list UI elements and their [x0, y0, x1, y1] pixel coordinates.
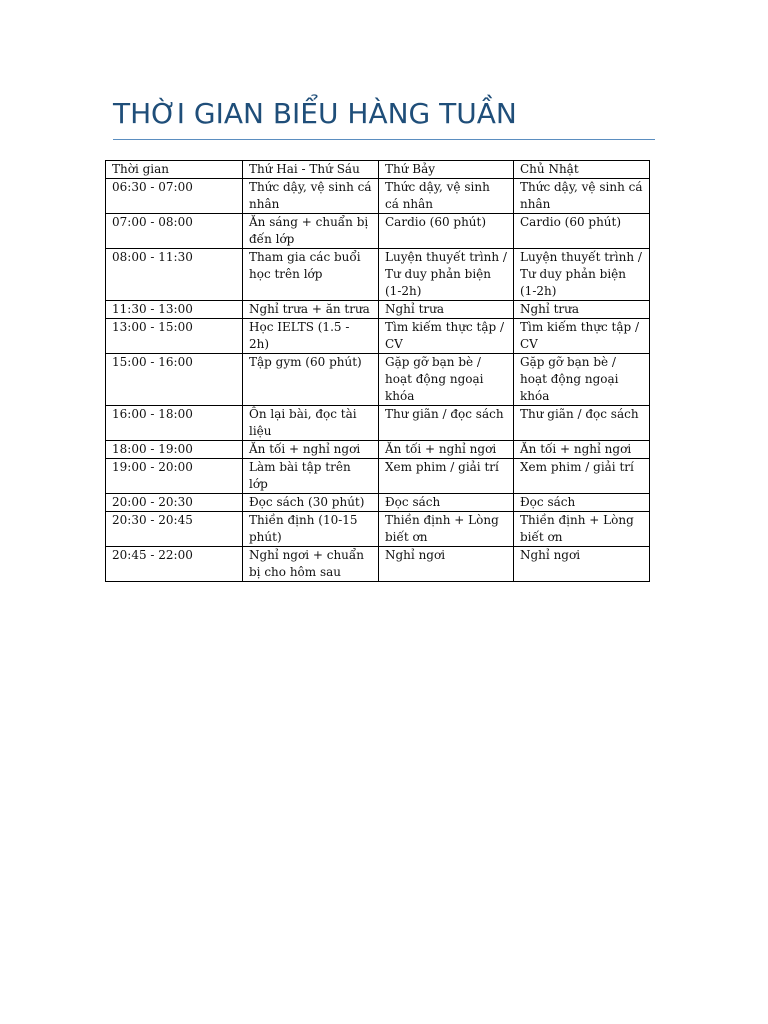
saturday-cell: Cardio (60 phút) [379, 214, 514, 249]
sunday-cell: Tìm kiếm thực tập / CV [514, 319, 650, 354]
sunday-cell: Nghỉ trưa [514, 301, 650, 319]
table-row [106, 406, 650, 441]
saturday-cell: Nghỉ trưa [379, 301, 514, 319]
time-cell: 16:00 - 18:00 [106, 406, 243, 441]
weekday-cell: Thức dậy, vệ sinh cá nhân [243, 179, 379, 214]
time-cell: 18:00 - 19:00 [106, 441, 243, 459]
weekday-cell: Ăn tối + nghỉ ngơi [243, 441, 379, 459]
schedule-body [106, 161, 650, 582]
time-cell: 20:00 - 20:30 [106, 494, 243, 512]
table-row [106, 179, 650, 214]
weekday-cell: Nghỉ ngơi + chuẩn bị cho hôm sau [243, 547, 379, 582]
time-cell: 20:45 - 22:00 [106, 547, 243, 582]
time-cell: 06:30 - 07:00 [106, 179, 243, 214]
sunday-cell: Thư giãn / đọc sách [514, 406, 650, 441]
time-cell: 13:00 - 15:00 [106, 319, 243, 354]
page-title: THỜI GIAN BIỂU HÀNG TUẦN [113, 97, 517, 130]
time-cell: 20:30 - 20:45 [106, 512, 243, 547]
table-row [106, 459, 650, 494]
weekday-cell: Làm bài tập trên lớp [243, 459, 379, 494]
time-cell: 11:30 - 13:00 [106, 301, 243, 319]
sunday-cell: Cardio (60 phút) [514, 214, 650, 249]
weekday-cell: Ăn sáng + chuẩn bị đến lớp [243, 214, 379, 249]
header-time: Thời gian [106, 161, 243, 179]
table-row [106, 512, 650, 547]
table-row [106, 319, 650, 354]
sunday-cell: Gặp gỡ bạn bè / hoạt động ngoại khóa [514, 354, 650, 406]
sunday-cell: Ăn tối + nghỉ ngơi [514, 441, 650, 459]
weekday-cell: Đọc sách (30 phút) [243, 494, 379, 512]
title-divider [113, 139, 655, 140]
header-weekdays: Thứ Hai - Thứ Sáu [243, 161, 379, 179]
sunday-cell: Thức dậy, vệ sinh cá nhân [514, 179, 650, 214]
time-cell: 19:00 - 20:00 [106, 459, 243, 494]
saturday-cell: Nghỉ ngơi [379, 547, 514, 582]
saturday-cell: Đọc sách [379, 494, 514, 512]
saturday-cell: Thư giãn / đọc sách [379, 406, 514, 441]
table-row [106, 547, 650, 582]
time-cell: 15:00 - 16:00 [106, 354, 243, 406]
saturday-cell: Ăn tối + nghỉ ngơi [379, 441, 514, 459]
table-row [106, 441, 650, 459]
weekday-cell: Tham gia các buổi học trên lớp [243, 249, 379, 301]
header-sunday: Chủ Nhật [514, 161, 650, 179]
saturday-cell: Xem phim / giải trí [379, 459, 514, 494]
table-row [106, 354, 650, 406]
weekday-cell: Thiền định (10-15 phút) [243, 512, 379, 547]
table-row [106, 249, 650, 301]
sunday-cell: Đọc sách [514, 494, 650, 512]
table-row [106, 301, 650, 319]
sunday-cell: Thiền định + Lòng biết ơn [514, 512, 650, 547]
weekly-schedule-table [105, 160, 650, 582]
table-row [106, 494, 650, 512]
weekday-cell: Tập gym (60 phút) [243, 354, 379, 406]
saturday-cell: Luyện thuyết trình / Tư duy phản biện (1-2h) [379, 249, 514, 301]
weekday-cell: Học IELTS (1.5 - 2h) [243, 319, 379, 354]
weekday-cell: Nghỉ trưa + ăn trưa [243, 301, 379, 319]
time-cell: 07:00 - 08:00 [106, 214, 243, 249]
sunday-cell: Luyện thuyết trình / Tư duy phản biện (1-2h) [514, 249, 650, 301]
saturday-cell: Gặp gỡ bạn bè / hoạt động ngoại khóa [379, 354, 514, 406]
time-cell: 08:00 - 11:30 [106, 249, 243, 301]
sunday-cell: Nghỉ ngơi [514, 547, 650, 582]
sunday-cell: Xem phim / giải trí [514, 459, 650, 494]
table-header-row [106, 161, 650, 179]
saturday-cell: Tìm kiếm thực tập / CV [379, 319, 514, 354]
saturday-cell: Thức dậy, vệ sinh cá nhân [379, 179, 514, 214]
table-row [106, 214, 650, 249]
saturday-cell: Thiền định + Lòng biết ơn [379, 512, 514, 547]
weekday-cell: Ôn lại bài, đọc tài liệu [243, 406, 379, 441]
header-saturday: Thứ Bảy [379, 161, 514, 179]
